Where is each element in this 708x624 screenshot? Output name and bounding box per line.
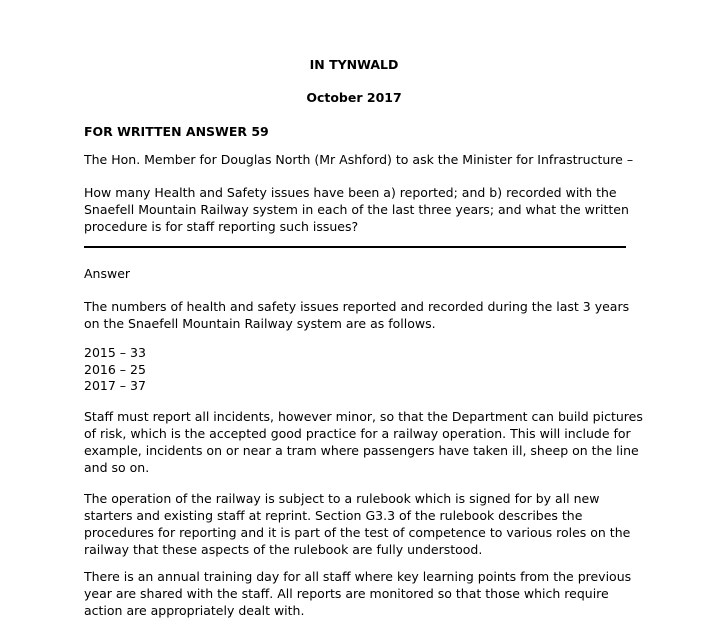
document-date: October 2017 bbox=[306, 90, 402, 105]
question-text: How many Health and Safety issues have been a) reported; and b) recorded with the Snaefell Mountain Railway system in each of the last three years; and what the written procedure is for staff reporting such issues? bbox=[84, 185, 629, 234]
training-paragraph: There is an annual training day for all staff where key learning points from the previous year are shared with the staff. All reports are monitored so that those which require action are appropriately dealt with. bbox=[84, 569, 632, 618]
staff-paragraph: Staff must report all incidents, however minor, so that the Department can build pictures of risk, which is the accepted good practice for a railway operation. This will include for example, incidents on or near a tram where passengers have taken ill, sheep on the line and so on. bbox=[84, 409, 643, 475]
section-divider bbox=[84, 246, 626, 248]
year-count-list bbox=[84, 345, 146, 395]
answer-label: Answer bbox=[84, 266, 131, 281]
numbers-intro: The numbers of health and safety issues reported and recorded during the last 3 years on the Snaefell Mountain Railway system are as follows. bbox=[84, 299, 630, 331]
rulebook-paragraph: The operation of the railway is subject to a rulebook which is signed for by all new starters and existing staff at reprint. Section G3.3 of the rulebook describes the procedures for reporting and it is part of the test of competence to various roles on the railway that these aspects of the rulebook are fully understood. bbox=[84, 491, 631, 557]
year-count-item: 2015 – 33 bbox=[84, 345, 146, 360]
year-count-item: 2017 – 37 bbox=[84, 378, 146, 393]
question-intro: The Hon. Member for Douglas North (Mr Ashford) to ask the Minister for Infrastructure – bbox=[84, 152, 634, 167]
written-answer-heading: FOR WRITTEN ANSWER 59 bbox=[84, 124, 269, 139]
document-title: IN TYNWALD bbox=[309, 57, 399, 72]
year-count-item: 2016 – 25 bbox=[84, 361, 146, 377]
